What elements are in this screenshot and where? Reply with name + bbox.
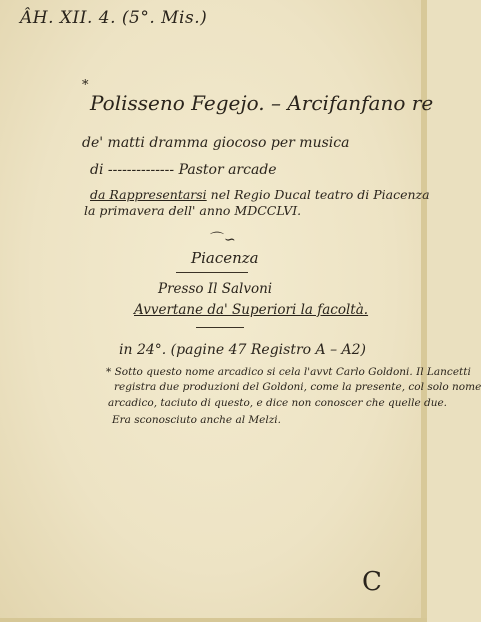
performance-line: [90, 187, 430, 202]
printer: Presso Il Salvoni: [158, 281, 273, 297]
season-line: la primavera dell' anno MDCCLVI.: [84, 203, 302, 218]
corner-mark: C: [362, 567, 382, 597]
work-title: Polisseno Fegejo. – Arcifanfano re: [90, 91, 434, 115]
card-edge-bottom: [0, 618, 427, 622]
divider-rule-bottom: [196, 327, 244, 328]
genre-line: de' matti dramma giocoso per musica: [82, 135, 350, 151]
note-line: Era sconosciuto anche al Melzi.: [112, 414, 281, 426]
performance-rest: nel Regio Ducal teatro di Piacenza: [206, 187, 430, 202]
shelfmark: ÂH. XII. 4. (5°. Mis.): [20, 8, 208, 28]
note-asterisk: *: [82, 78, 89, 93]
licence-line: Avvertane da' Superiori la facoltà.: [134, 302, 369, 318]
performance-underlined: da Rappresentarsi: [90, 187, 207, 202]
place-of-publication: Piacenza: [191, 249, 259, 267]
format-pagination: in 24°. (pagine 47 Registro A – A2): [119, 342, 367, 358]
ornament-flourish: ⌒∽: [210, 232, 236, 248]
author-line: di -------------- Pastor arcade: [90, 162, 277, 178]
note-line: * Sotto questo nome arcadico si cela l'avvt Carlo Goldoni. Il Lancetti: [106, 366, 471, 378]
divider-rule-top: [176, 272, 248, 273]
note-line: registra due produzioni del Goldoni, come la presente, col solo nome: [114, 381, 481, 393]
note-line: arcadico, taciuto di questo, e dice non conoscer che quelle due.: [108, 397, 448, 409]
